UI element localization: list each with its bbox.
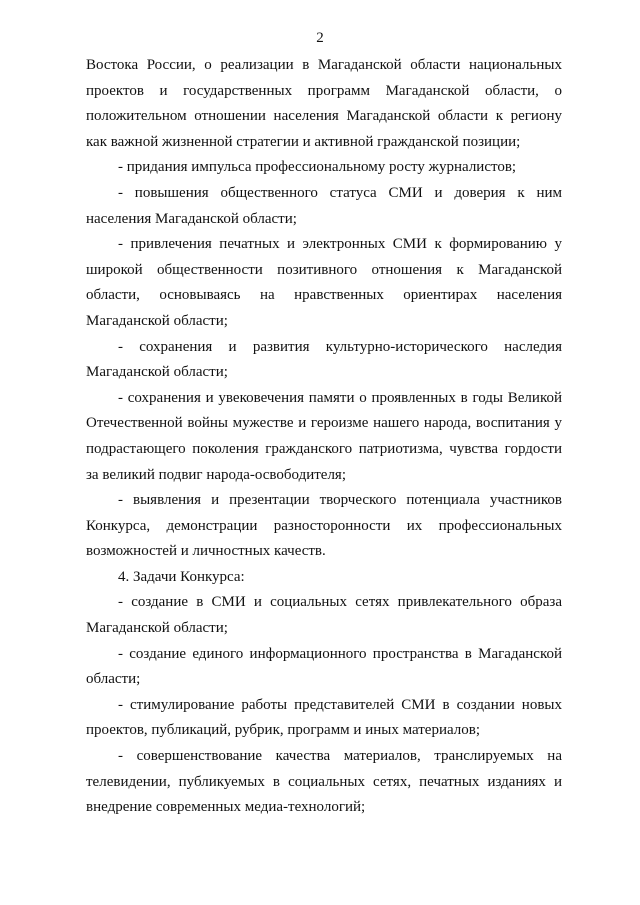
- paragraph: - создание единого информационного пространства в Магаданской области;: [86, 645, 562, 688]
- paragraph: - придания импульса профессиональному росту журналистов;: [118, 159, 517, 176]
- paragraph: - повышения общественного статуса СМИ и доверия к ним населения Магаданской области;: [86, 184, 562, 227]
- paragraph: - выявления и презентации творческого потенциала участников Конкурса, демонстрации разносторонности их профессиональных возможностей и личностных качеств.: [86, 492, 562, 560]
- paragraph: - создание в СМИ и социальных сетях привлекательного образа Магаданской области;: [86, 594, 562, 637]
- paragraph: - сохранения и увековечения памяти о проявленных в годы Великой Отечественной войны мужестве и героизме нашего народа, воспитания у подрастающего поколения гражданского патриотизма, чувства гордости за великий подвиг народа-освободителя;: [86, 389, 562, 483]
- paragraph: - стимулирование работы представителей СМИ в создании новых проектов, публикаций, рубрик, программ и иных материалов;: [86, 696, 562, 739]
- paragraph: - сохранения и развития культурно-исторического наследия Магаданской области;: [86, 338, 562, 381]
- page-number: 2: [316, 30, 324, 46]
- paragraph: - привлечения печатных и электронных СМИ к формированию у широкой общественности позитивного отношения к Магаданской области, основываясь на нравственных ориентирах населения Магаданской области;: [86, 236, 562, 329]
- section-heading: 4. Задачи Конкурса:: [118, 568, 245, 585]
- document-body: [86, 53, 562, 821]
- paragraph: - совершенствование качества материалов, транслируемых на телевидении, публикуемых в социальных сетях, печатных изданиях и внедрение современных медиа-технологий;: [86, 748, 562, 816]
- paragraph: Востока России, о реализации в Магаданской области национальных проектов и государственных программ Магаданской области, о положительном отношении населения Магаданской области к региону как важной жизненной стратегии и активной гражданской позиции;: [86, 57, 562, 150]
